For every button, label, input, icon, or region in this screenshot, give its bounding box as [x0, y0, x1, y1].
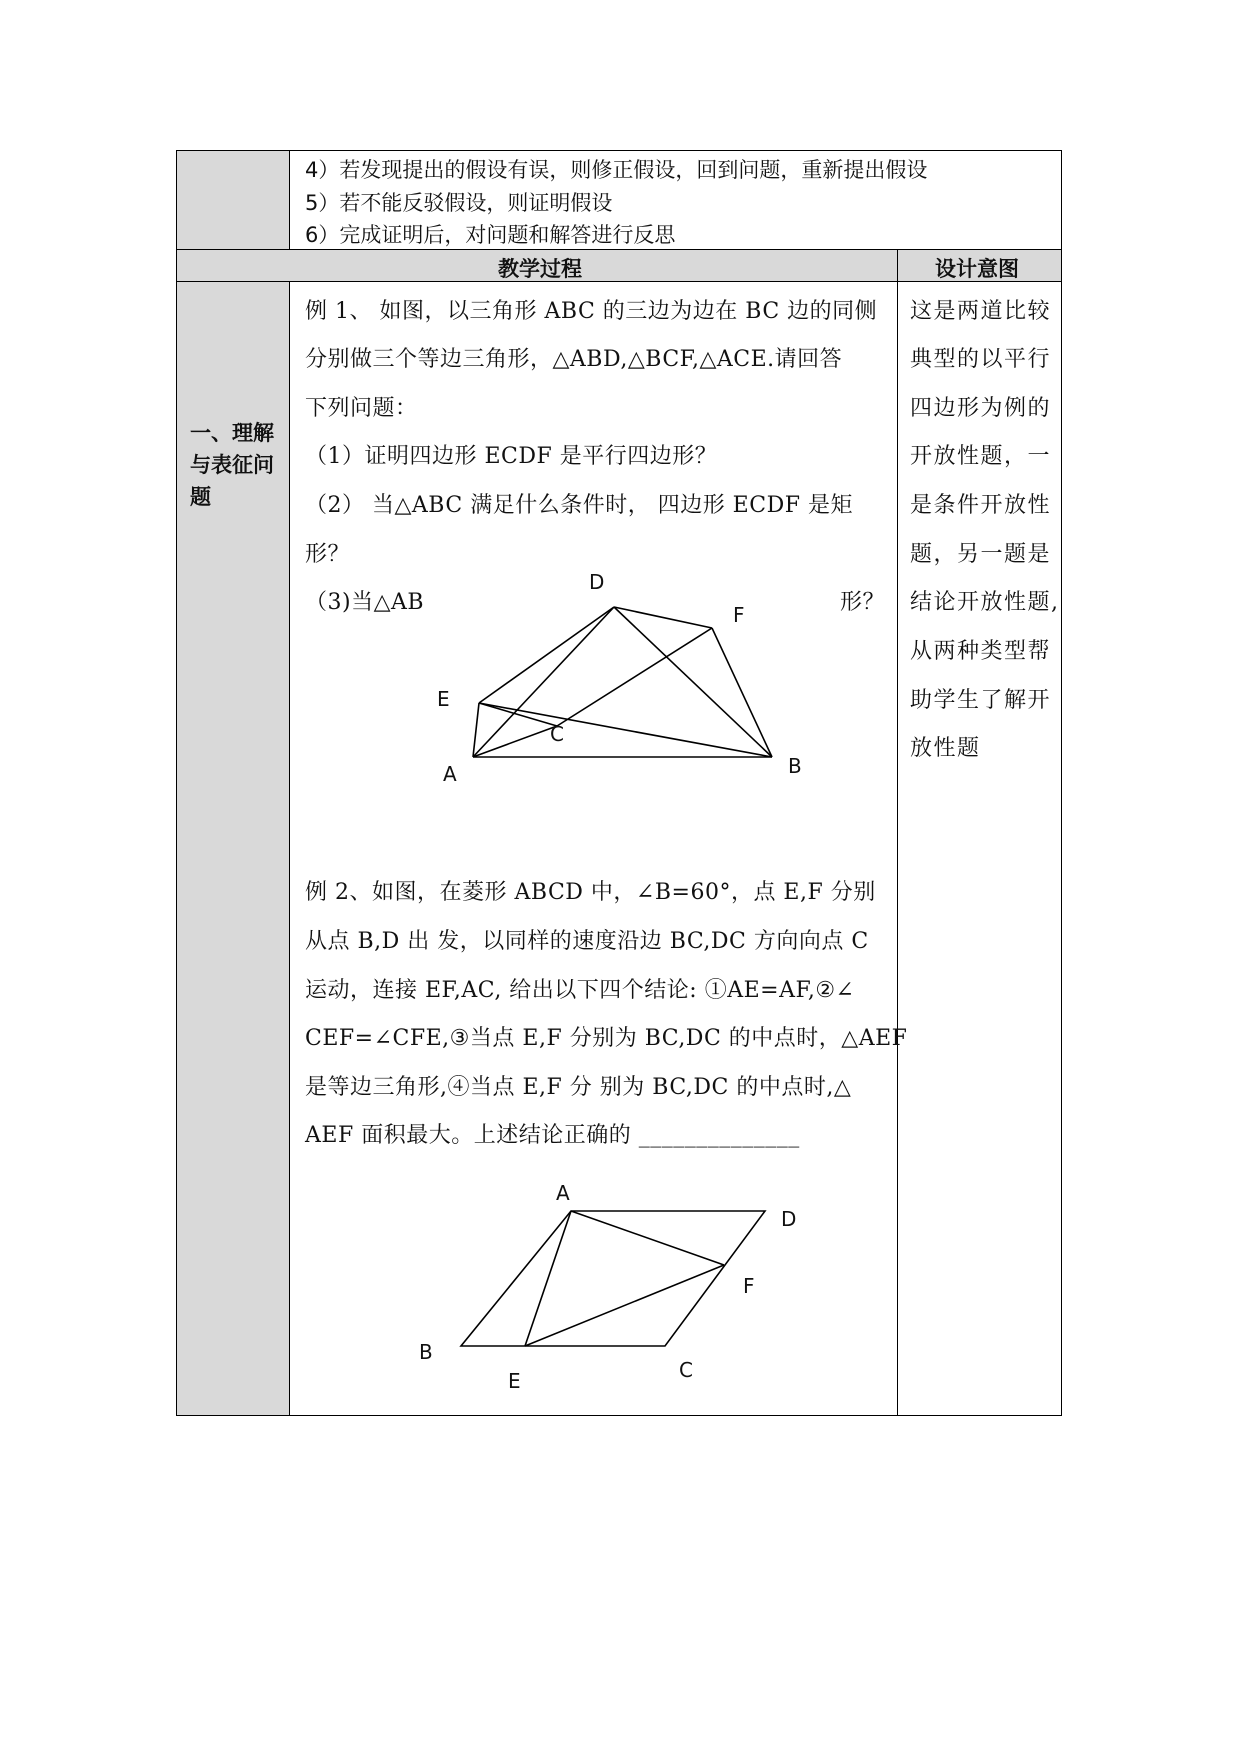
design-intent-line: 四边形为例的 — [910, 396, 1052, 421]
fig2-label-d: D — [781, 1207, 797, 1231]
fig1-label-c: C — [550, 722, 564, 746]
example1-line: 分别做三个等边三角形，△ABD,△BCF,△ACE.请回答 — [305, 347, 843, 372]
design-intent-line: 助学生了解开 — [910, 688, 1052, 713]
fig2-label-a: A — [556, 1181, 570, 1205]
example2-line: CEF=∠CFE,③当点 E,F 分别为 BC,DC 的中点时，△AEF — [305, 1026, 908, 1051]
fig2-label-c: C — [679, 1358, 693, 1382]
example1-line: 形？ — [305, 542, 351, 567]
example1-line: 例 1、 如图，以三角形 ABC 的三边为边在 BC 边的同侧 — [305, 299, 878, 324]
example1-question3-right: 形？ — [840, 590, 886, 615]
example2-line: 运动，连接 EF,AC, 给出以下四个结论: ①AE=AF,②∠ — [305, 978, 855, 1003]
example1-line: 下列问题： — [305, 396, 418, 421]
example2-line: 从点 B,D 出 发，以同样的速度沿边 BC,DC 方向向点 C — [305, 929, 869, 954]
design-intent-line: 结论开放性题, — [910, 590, 1060, 615]
section-label-line2: 与表征问 — [190, 453, 274, 477]
example2-line: AEF 面积最大。上述结论正确的 ______________ — [305, 1123, 800, 1148]
section-label-line1: 一、理解 — [190, 421, 274, 445]
step-4: 4）若发现提出的假设有误，则修正假设，回到问题，重新提出假设 — [305, 158, 928, 182]
design-intent-line: 题，另一题是 — [910, 542, 1052, 567]
fig1-label-a: A — [443, 762, 457, 786]
fig1-label-f: F — [733, 603, 745, 627]
step-6: 6）完成证明后，对问题和解答进行反思 — [305, 223, 676, 247]
design-intent-line: 从两种类型帮 — [910, 639, 1052, 664]
example2-line: 例 2、如图，在菱形 ABCD 中，∠B=60°，点 E,F 分别 — [305, 880, 876, 905]
fig2-label-f: F — [743, 1274, 755, 1298]
step-5: 5）若不能反驳假设，则证明假设 — [305, 191, 613, 215]
example1-question3-left: （3)当△AB — [305, 590, 425, 615]
fig2-label-b: B — [419, 1340, 433, 1364]
design-intent-line: 是条件开放性 — [910, 493, 1052, 518]
design-intent-line: 这是两道比较 — [910, 299, 1052, 324]
example2-line: 是等边三角形,④当点 E,F 分 别为 BC,DC 的中点时,△ — [305, 1075, 852, 1100]
fig2-label-e: E — [508, 1369, 521, 1393]
section-label-line3: 题 — [190, 485, 211, 509]
header-design-intent: 设计意图 — [935, 257, 1019, 281]
example1-line: （2） 当△ABC 满足什么条件时， 四边形 ECDF 是矩 — [305, 493, 853, 518]
example1-line: （1）证明四边形 ECDF 是平行四边形？ — [305, 444, 718, 469]
fig1-label-d: D — [589, 570, 605, 594]
fig1-label-e: E — [437, 687, 450, 711]
design-intent-line: 放性题 — [910, 736, 981, 761]
design-intent-line: 开放性题，一 — [910, 444, 1052, 469]
design-intent-line: 典型的以平行 — [910, 347, 1052, 372]
fig1-label-b: B — [788, 754, 802, 778]
header-teaching-process: 教学过程 — [498, 257, 582, 281]
